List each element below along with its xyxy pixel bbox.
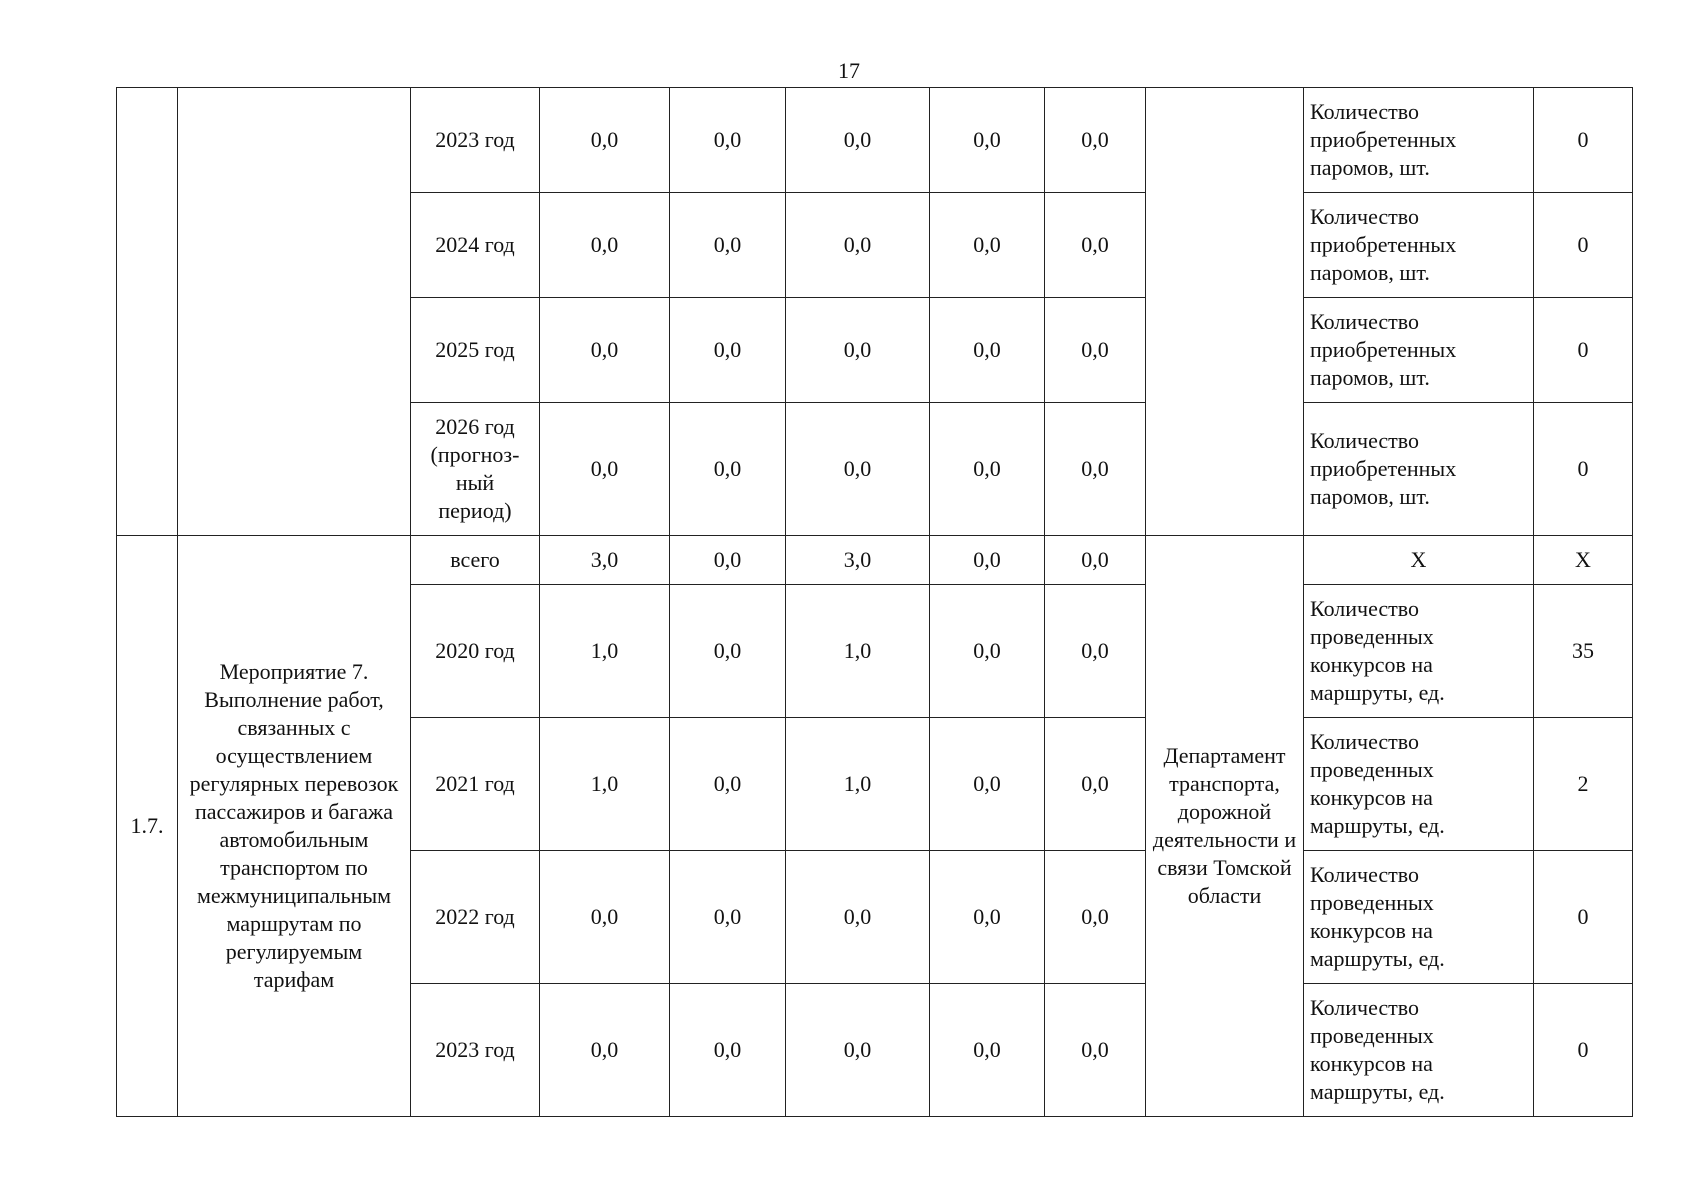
- value-cell: 0,0: [670, 718, 786, 851]
- value-cell: 0,0: [670, 403, 786, 536]
- value-cell: 0,0: [670, 851, 786, 984]
- period-cell: 2024 год: [411, 193, 540, 298]
- value-cell: 0,0: [670, 88, 786, 193]
- value-cell: 1,0: [540, 718, 670, 851]
- period-cell: всего: [411, 536, 540, 585]
- value-cell: 0,0: [1045, 403, 1146, 536]
- value-cell: 0,0: [670, 585, 786, 718]
- value-cell: 0,0: [1045, 88, 1146, 193]
- value-cell: 0,0: [1045, 718, 1146, 851]
- value-cell: 1,0: [540, 585, 670, 718]
- value-cell: 0,0: [540, 88, 670, 193]
- value-cell: 0,0: [1045, 536, 1146, 585]
- program-table: [116, 87, 1633, 1117]
- value-cell: 0,0: [930, 984, 1045, 1117]
- value-cell: 0,0: [540, 298, 670, 403]
- value-cell: 0,0: [1045, 984, 1146, 1117]
- period-cell: 2023 год: [411, 984, 540, 1117]
- indicator-value-cell: 2: [1534, 718, 1633, 851]
- indicator-value-cell: Х: [1534, 536, 1633, 585]
- value-cell: 0,0: [930, 298, 1045, 403]
- value-cell: 0,0: [930, 536, 1045, 585]
- indicator-value-cell: 0: [1534, 403, 1633, 536]
- value-cell: 0,0: [786, 851, 930, 984]
- period-cell: 2025 год: [411, 298, 540, 403]
- value-cell: 0,0: [786, 984, 930, 1117]
- measure-name-cell: Мероприятие 7. Выполнение работ, связанных с осуществлением регулярных перевозок пассажиров и багажа автомобильным транспортом по межмуниципальным маршрутам по регулируемым тарифам: [178, 536, 411, 1117]
- value-cell: 3,0: [540, 536, 670, 585]
- value-cell: 0,0: [1045, 193, 1146, 298]
- value-cell: 3,0: [786, 536, 930, 585]
- indicator-cell: Х: [1304, 536, 1534, 585]
- indicator-cell: Количество приобретенных паромов, шт.: [1304, 403, 1534, 536]
- value-cell: 0,0: [1045, 298, 1146, 403]
- indicator-value-cell: 0: [1534, 88, 1633, 193]
- value-cell: 0,0: [930, 88, 1045, 193]
- measure-number-cell: 1.7.: [117, 536, 178, 1117]
- period-cell: 2023 год: [411, 88, 540, 193]
- value-cell: 0,0: [1045, 585, 1146, 718]
- value-cell: 0,0: [540, 984, 670, 1117]
- indicator-value-cell: 35: [1534, 585, 1633, 718]
- value-cell: 0,0: [786, 193, 930, 298]
- value-cell: 0,0: [670, 536, 786, 585]
- value-cell: 0,0: [540, 851, 670, 984]
- indicator-cell: Количество проведенных конкурсов на маршруты, ед.: [1304, 851, 1534, 984]
- indicator-cell: Количество приобретенных паромов, шт.: [1304, 298, 1534, 403]
- number-cell: [117, 88, 178, 536]
- indicator-cell: Количество проведенных конкурсов на маршруты, ед.: [1304, 984, 1534, 1117]
- value-cell: 0,0: [930, 585, 1045, 718]
- period-cell: 2022 год: [411, 851, 540, 984]
- period-cell: 2026 год (прогноз-ный период): [411, 403, 540, 536]
- period-cell: 2021 год: [411, 718, 540, 851]
- indicator-cell: Количество приобретенных паромов, шт.: [1304, 88, 1534, 193]
- value-cell: 1,0: [786, 718, 930, 851]
- indicator-value-cell: 0: [1534, 298, 1633, 403]
- value-cell: 1,0: [786, 585, 930, 718]
- period-cell: 2020 год: [411, 585, 540, 718]
- value-cell: 0,0: [786, 403, 930, 536]
- measure-name-cell: [178, 88, 411, 536]
- value-cell: 0,0: [540, 403, 670, 536]
- responsible-cell: Департамент транспорта, дорожной деятельности и связи Томской области: [1146, 536, 1304, 1117]
- table-body: [117, 88, 1633, 1117]
- value-cell: 0,0: [670, 984, 786, 1117]
- value-cell: 0,0: [670, 193, 786, 298]
- indicator-value-cell: 0: [1534, 851, 1633, 984]
- responsible-cell: [1146, 88, 1304, 536]
- value-cell: 0,0: [930, 718, 1045, 851]
- table-row: [117, 536, 1633, 585]
- value-cell: 0,0: [670, 298, 786, 403]
- indicator-cell: Количество проведенных конкурсов на маршруты, ед.: [1304, 718, 1534, 851]
- page-number: 17: [838, 58, 860, 83]
- table-row: [117, 88, 1633, 193]
- value-cell: 0,0: [930, 851, 1045, 984]
- value-cell: 0,0: [786, 298, 930, 403]
- indicator-value-cell: 0: [1534, 193, 1633, 298]
- value-cell: 0,0: [786, 88, 930, 193]
- value-cell: 0,0: [540, 193, 670, 298]
- value-cell: 0,0: [1045, 851, 1146, 984]
- indicator-cell: Количество проведенных конкурсов на маршруты, ед.: [1304, 585, 1534, 718]
- indicator-cell: Количество приобретенных паромов, шт.: [1304, 193, 1534, 298]
- value-cell: 0,0: [930, 193, 1045, 298]
- indicator-value-cell: 0: [1534, 984, 1633, 1117]
- value-cell: 0,0: [930, 403, 1045, 536]
